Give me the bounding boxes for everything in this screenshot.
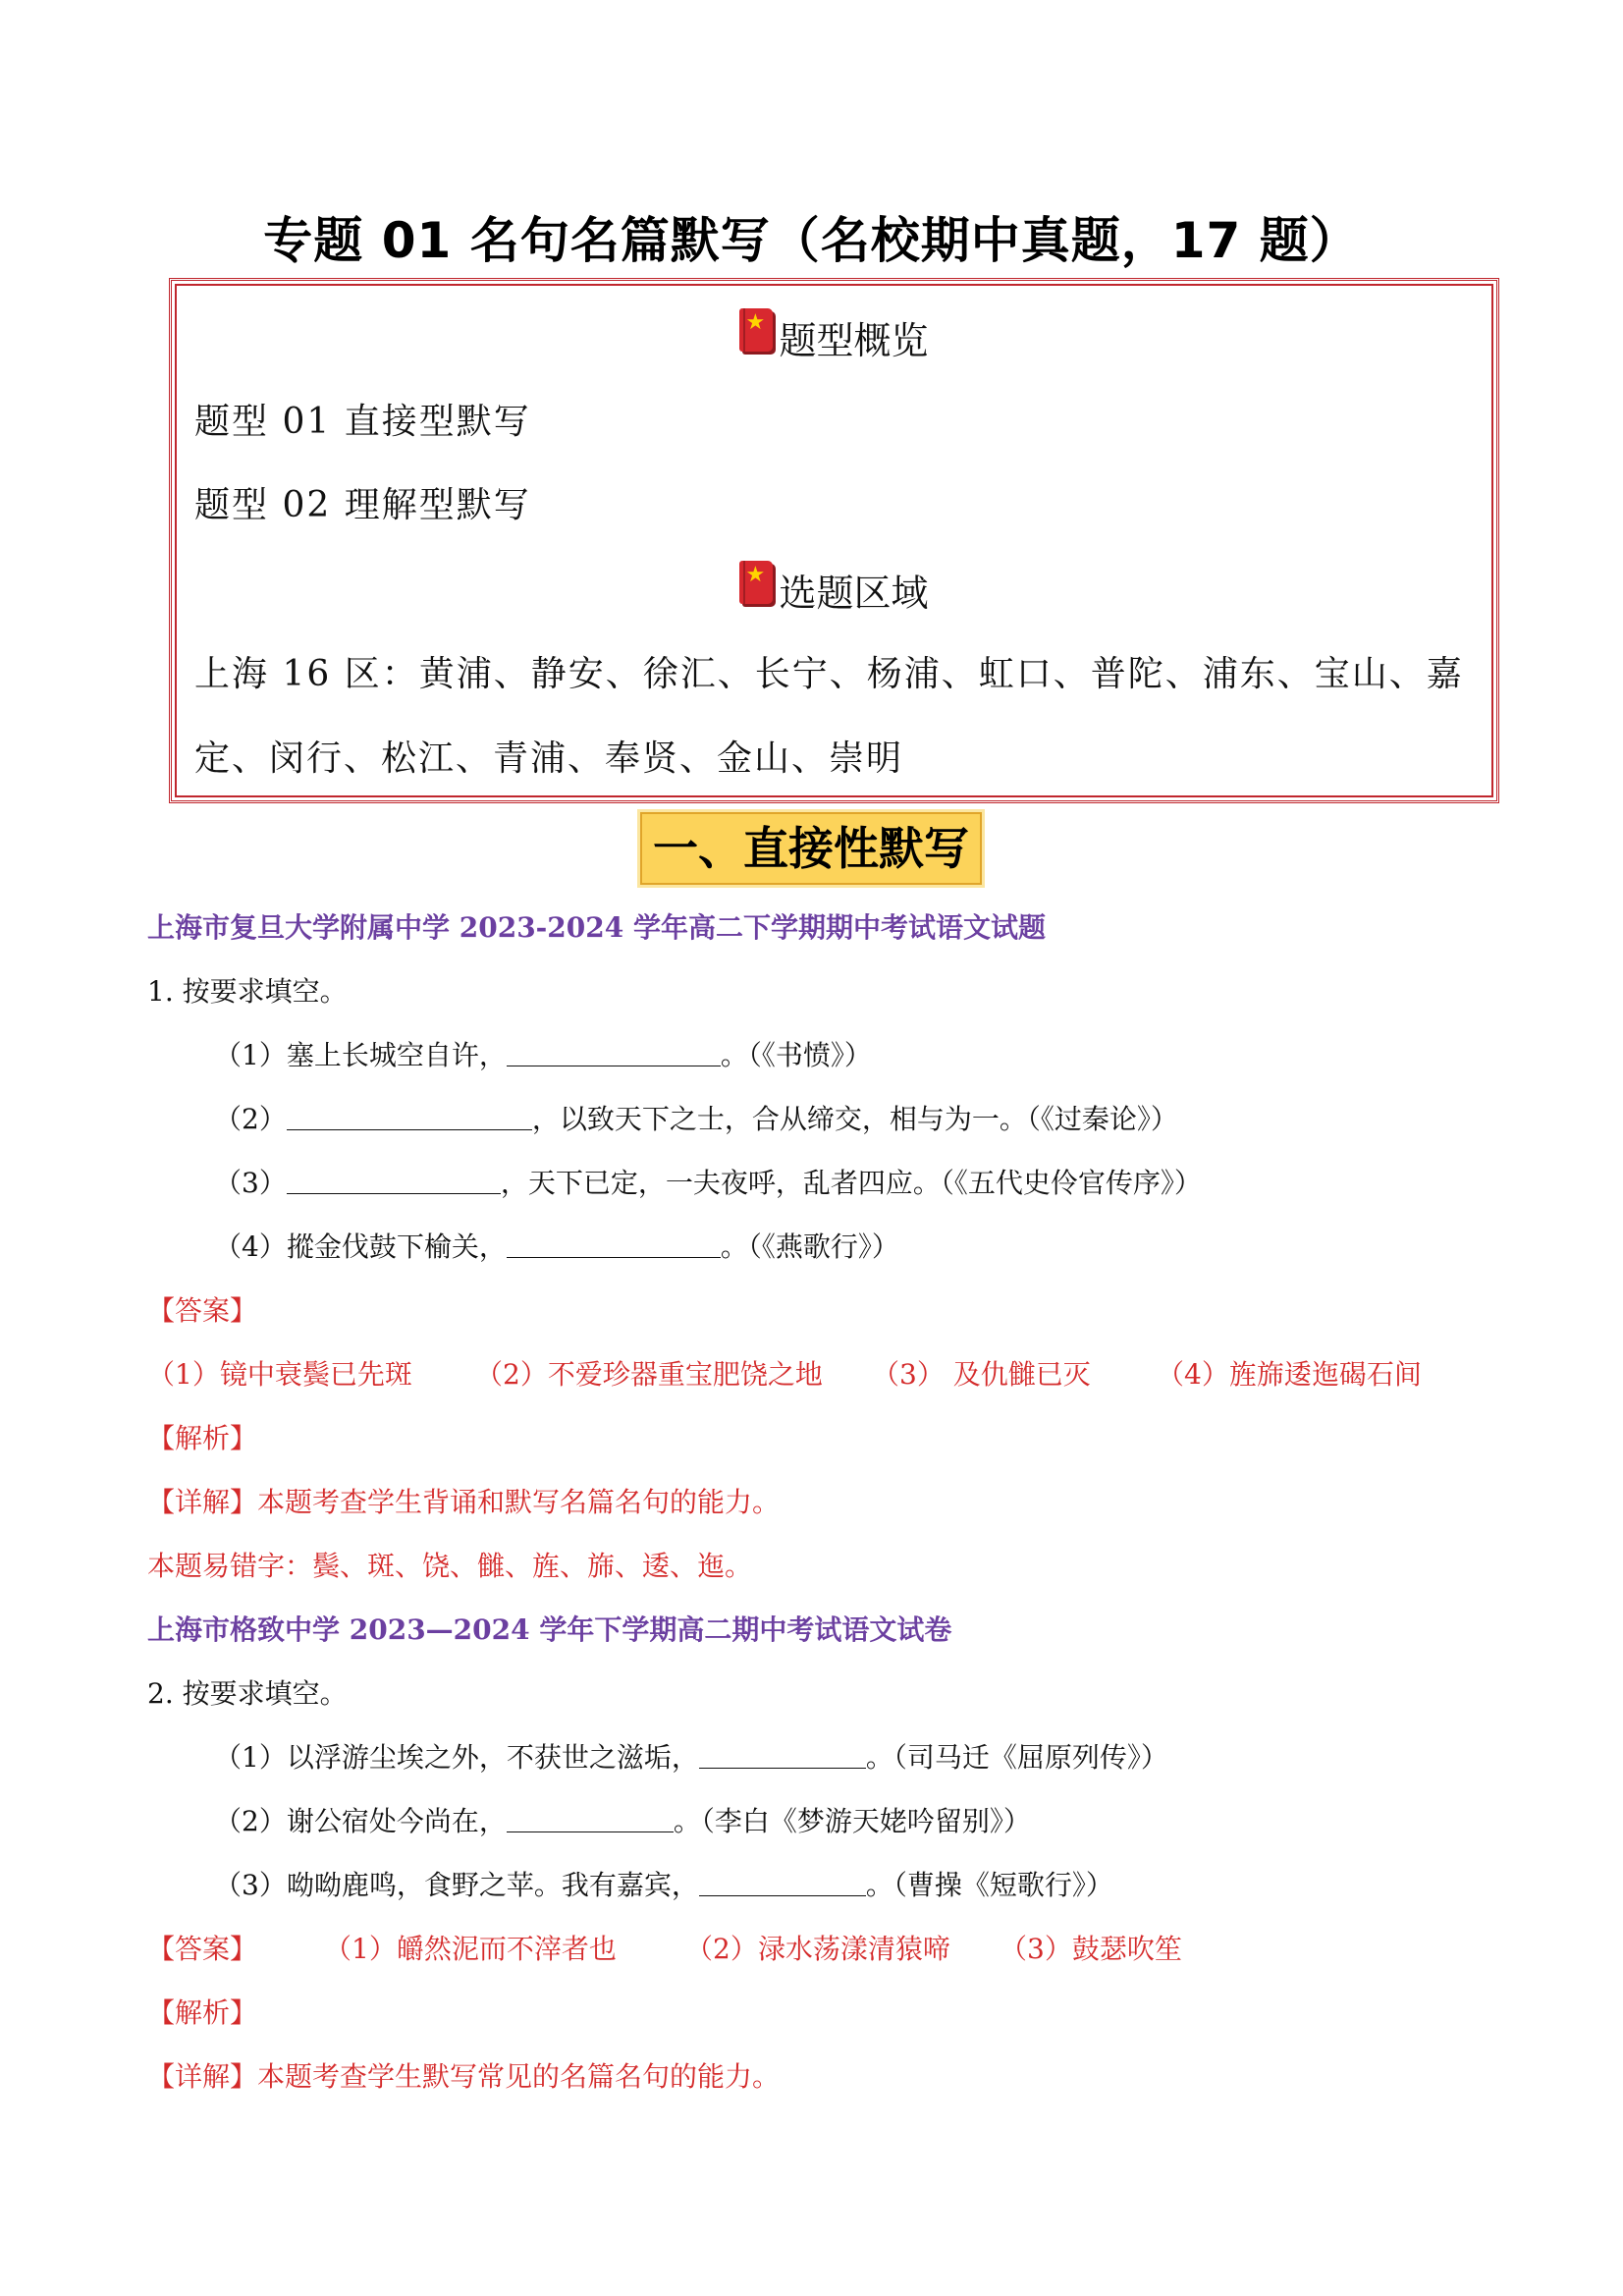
q1-sub-4: （4）摐金伐鼓下榆关， 。（《燕歌行》）	[214, 1230, 899, 1263]
q2-detail: 【详解】本题考查学生默写常见的名篇名句的能力。	[147, 2060, 781, 2093]
q1-sub-3: （3） ，天下已定，一夫夜呼，乱者四应。（《五代史伶官传序》）	[214, 1167, 1202, 1199]
answer-blank[interactable]	[287, 1104, 532, 1130]
q1-answers	[147, 1353, 1422, 1393]
q1-answer-label: 【答案】	[147, 1294, 258, 1327]
q1-sub-2: （2） ，以致天下之士，合从缔交，相与为一。（《过秦论》）	[214, 1103, 1178, 1135]
q1-answer-1: （1）镜中衰鬓已先斑	[147, 1358, 412, 1391]
q1-answer-3: （3） 及仇雠已灭	[872, 1358, 1091, 1391]
question-type-1: 题型 01 直接型默写	[194, 402, 531, 442]
q1-typo-note: 本题易错字：鬓、斑、饶、雠、旌、旆、逶、迤。	[147, 1550, 753, 1582]
overview-box	[169, 278, 1499, 803]
answer-blank[interactable]	[699, 1870, 866, 1896]
q1-analysis-label: 【解析】	[147, 1422, 258, 1454]
q1-source: 上海市复旦大学附属中学 2023-2024 学年高二下学期期中考试语文试题	[147, 911, 1046, 944]
q2-answer-2: （2）渌水荡漾清猿啼	[685, 1933, 950, 1965]
q2-answer-3: （3）鼓瑟吹笙	[1000, 1933, 1182, 1965]
q2-sub-2: （2）谢公宿处今尚在， 。（李白《梦游天姥吟留别》）	[214, 1805, 1031, 1837]
q1-detail: 【详解】本题考查学生背诵和默写名篇名句的能力。	[147, 1486, 781, 1518]
q2-analysis-label: 【解析】	[147, 1996, 258, 2029]
q1-answer-4: （4）旌旆逶迤碣石间	[1157, 1358, 1422, 1391]
q2-sub-1: （1）以浮游尘埃之外，不获世之滋垢， 。（司马迁《屈原列传》）	[214, 1741, 1168, 1774]
q2-answers	[147, 1928, 1182, 1967]
q1-answer-2: （2）不爱珍器重宝肥饶之地	[475, 1358, 823, 1391]
answer-blank[interactable]	[507, 1231, 721, 1258]
q2-answer-label: 【答案】	[147, 1933, 258, 1965]
q2-stem: 2. 按要求填空。	[147, 1677, 348, 1710]
answer-blank[interactable]	[507, 1040, 721, 1066]
region-heading	[172, 561, 1496, 617]
overview-heading	[172, 308, 1496, 364]
question-type-2: 题型 02 理解型默写	[194, 485, 531, 525]
answer-blank[interactable]	[287, 1168, 501, 1194]
q2-sub-3: （3）呦呦鹿鸣，食野之苹。我有嘉宾， 。（曹操《短歌行》）	[214, 1869, 1113, 1901]
regions-line-1: 上海 16 区：黄浦、静安、徐汇、长宁、杨浦、虹口、普陀、浦东、宝山、嘉	[194, 654, 1464, 694]
page-title: 专题 01 名句名篇默写（名校期中真题，17 题）	[263, 212, 1360, 269]
answer-blank[interactable]	[507, 1806, 674, 1832]
overview-heading-text: 题型概览	[779, 319, 929, 362]
region-heading-text: 选题区域	[779, 572, 929, 615]
section-banner: 一、直接性默写	[640, 812, 982, 885]
q1-stem: 1. 按要求填空。	[147, 975, 348, 1008]
q2-answer-1: （1）皭然泥而不滓者也	[324, 1933, 617, 1965]
regions-line-2: 定、闵行、松江、青浦、奉贤、金山、崇明	[194, 738, 904, 779]
q2-source: 上海市格致中学 2023—2024 学年下学期高二期中考试语文试卷	[147, 1613, 952, 1646]
book-icon: ★	[739, 308, 773, 352]
answer-blank[interactable]	[699, 1742, 866, 1769]
book-icon: ★	[739, 561, 773, 604]
q1-sub-1: （1）塞上长城空自许， 。（《书愤》）	[214, 1039, 872, 1071]
